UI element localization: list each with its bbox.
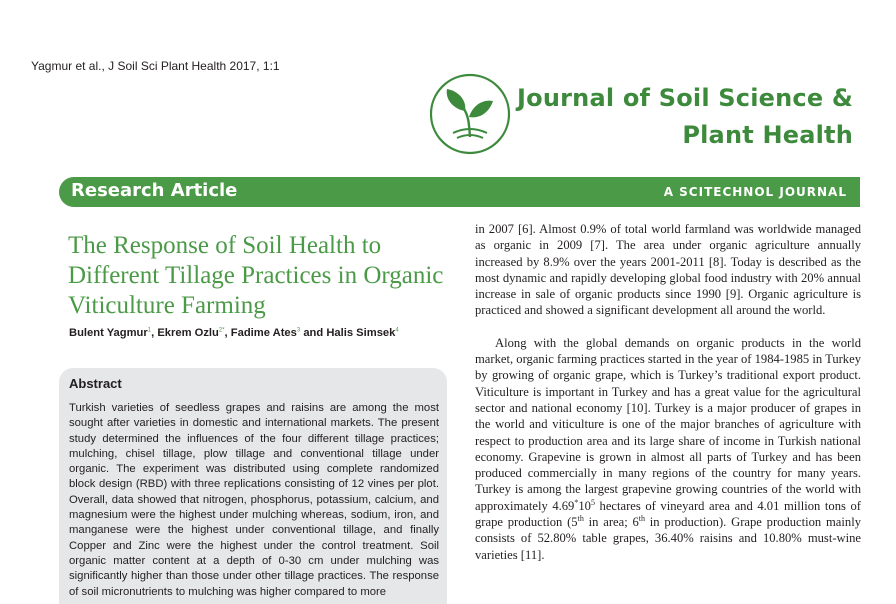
body-text-run: hectares of vineyard area and 4.01 million tons of grape production (5 (475, 498, 861, 530)
body-text-run: in area; 6 (583, 515, 639, 530)
article-title: The Response of Soil Health to Different Tillage Practices in Organic Viticulture Farming (68, 232, 444, 319)
author-name: Ekrem Ozlu (157, 327, 219, 339)
author-affiliation-mark: 4 (395, 327, 399, 334)
author-affiliation-mark: 3 (296, 327, 301, 334)
article-type-label: Research Article (71, 180, 238, 201)
author-name: Halis Simsek (326, 327, 396, 339)
ordinal-suffix: th (577, 513, 584, 523)
multiplication-mark: * (574, 497, 579, 507)
author-separator: , (224, 327, 231, 339)
article-type-banner (59, 177, 860, 207)
abstract-heading: Abstract (69, 376, 122, 391)
author-name: Fadime Ates (230, 327, 297, 339)
journal-title (517, 80, 853, 154)
body-text-run: 10 (578, 498, 591, 513)
body-paragraph (475, 335, 861, 563)
author-list (69, 327, 399, 339)
ordinal-suffix: th (638, 513, 646, 523)
author-affiliation-mark: 2* (218, 327, 225, 334)
author-separator: , (151, 327, 158, 339)
publisher-label: A SCITECHNOL JOURNAL (663, 185, 847, 199)
exponent: 5 (590, 497, 595, 507)
journal-title-line2: Plant Health (682, 121, 853, 149)
abstract-box (59, 368, 447, 604)
author-name: Bulent Yagmur (69, 327, 148, 339)
body-column-right (475, 221, 861, 563)
body-text-run: in production). Grape production mainly consists of 52.80% table grapes, 36.40% raisins and 10.80% must-wine varieties [11]. (475, 515, 861, 562)
journal-title-line1: Journal of Soil Science & (517, 84, 853, 112)
abstract-text: Turkish varieties of seedless grapes and raisins are among the most sought after varieties in domestic and international markets. The present study determined the influences of the four different tillage practices; mulching, chisel tillage, plow tillage and conventional tillage under organic. The experiment was distributed using complete randomized block design (RBD) with three replications consisting of 12 vines per plot. Overall, data showed that nitrogen, phosphorus, potassium, calcium, and magnesium were the highest under mulching whereas, sodium, iron, and manganese were the highest under conventional tillage, and finally Copper and Zinc were the highest under the control treatment. Soil organic matter content at a depth of 0-30 cm under mulching was significantly higher than those under other tillage practices. The response of soil micronutrients to mulching was higher compared to more (69, 402, 439, 598)
author-separator: and (300, 327, 327, 339)
body-paragraph: in 2007 [6]. Almost 0.9% of total world farmland was worldwide managed as organic in 2009 [7]. The area under organic agriculture annually increased by 8.9% over the years 2001-2011 [8]. Today is described as the most dynamic and rapidly developing global food industry with 20% annual increase in sale of organic products since 1990 [9]. Organic agriculture is practiced and showed a significant development all around the world. (475, 222, 861, 318)
sprout-leaf-icon (429, 73, 511, 155)
author-affiliation-mark: 1 (147, 327, 152, 334)
citation-line: Yagmur et al., J Soil Sci Plant Health 2017, 1:1 (31, 59, 280, 73)
body-text-run: Along with the global demands on organic products in the world market, organic farming practices started in the year of 1984-1985 in Turkey by growing of organic grape, which is Turkey’s traditional export product. Viticulture is important in Turkey and has a great value for the agricultural sector and national economy [10]. Turkey is a major producer of grapes in the world and viticulture is one of the major branches of agriculture with respect to production area and its large share of income in Turkish national economy. Grapevine is grown in almost all parts of Turkey and has been produced commercially in many regions of the country for many years. Turkey is among the largest grapevine growing countries of the world with approximately 4.69 (475, 335, 861, 513)
